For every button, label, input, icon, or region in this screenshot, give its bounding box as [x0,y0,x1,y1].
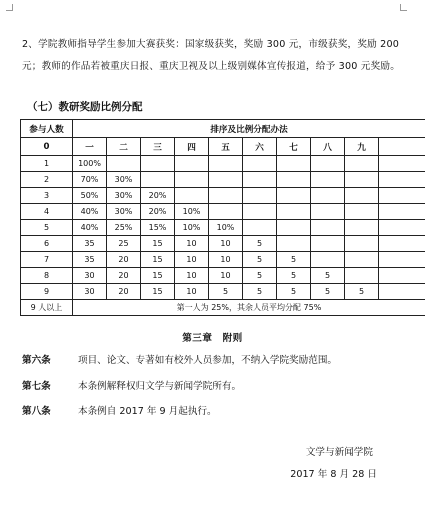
table-row [21,236,425,252]
table-cell [277,220,311,236]
table-row [21,172,425,188]
table-cell: 30 [73,284,107,300]
table-cell: 7 [21,252,73,268]
column-header-cell: 八 [311,138,345,156]
column-header-cell: 一 [73,138,107,156]
table-cell: 30% [107,204,141,220]
column-header-cell: 五 [209,138,243,156]
table-cell [311,172,345,188]
signature-date: 2017 年 8 月 28 日 [290,469,377,480]
table-header-cell: 排序及比例分配办法 [73,120,425,138]
table-cell [379,220,425,236]
table-cell: 1 [21,156,73,172]
table-cell: 10% [175,220,209,236]
article-8 [22,403,217,417]
table-cell: 15 [141,268,175,284]
table-cell [311,156,345,172]
table-cell: 25% [107,220,141,236]
table-cell: 35 [73,236,107,252]
article-text: 本条例自 2017 年 9 月起执行。 [78,406,217,417]
table-cell: 20 [107,252,141,268]
table-cell: 第一人为 25%，其余人员平均分配 75% [73,300,425,316]
table-cell [209,188,243,204]
table-cell: 15 [141,252,175,268]
table-row [21,220,425,236]
table-cell [175,188,209,204]
table-cell [209,204,243,220]
table-cell [141,172,175,188]
table-cell: 5 [243,268,277,284]
table-cell: 40% [73,220,107,236]
table-cell [243,156,277,172]
article-label: 第七条 [22,381,51,392]
table-cell: 5 [243,252,277,268]
table-cell: 3 [21,188,73,204]
page-corner-mark [400,4,407,11]
article-label: 第八条 [22,406,51,417]
table-cell: 30% [107,188,141,204]
table-cell [311,236,345,252]
table-cell [345,236,379,252]
table-cell [243,220,277,236]
table-row [21,268,425,284]
table-header-row [21,120,425,138]
table-cell [243,188,277,204]
table-cell [345,268,379,284]
table-cell: 10% [209,220,243,236]
distribution-table [20,119,425,316]
table-cell [379,236,425,252]
table-cell [243,204,277,220]
table-row-summary [21,300,425,316]
column-header-cell: 七 [277,138,311,156]
column-header-cell [379,138,425,156]
table-cell [175,156,209,172]
table-cell: 40% [73,204,107,220]
table-cell [379,284,425,300]
article-label: 第六条 [22,355,51,366]
table-cell [209,172,243,188]
table-cell: 10 [209,268,243,284]
table-cell [311,220,345,236]
table-cell: 20% [141,188,175,204]
table-cell: 70% [73,172,107,188]
table-cell: 10 [175,268,209,284]
table-cell: 5 [311,268,345,284]
section-title: （七）教研奖励比例分配 [27,101,143,113]
table-cell [379,252,425,268]
signature-org: 文学与新闻学院 [305,447,373,458]
table-cell [379,172,425,188]
table-cell [345,188,379,204]
table-cell: 10% [175,204,209,220]
column-header-cell: 六 [243,138,277,156]
table-cell [379,156,425,172]
table-cell: 8 [21,268,73,284]
table-cell [311,204,345,220]
chapter-title: 第三章 附则 [182,333,243,344]
table-cell: 20 [107,284,141,300]
article-7 [22,378,241,392]
table-cell [345,156,379,172]
table-cell: 10 [209,252,243,268]
column-header-cell: 二 [107,138,141,156]
table-cell [345,252,379,268]
table-cell: 25 [107,236,141,252]
table-cell: 20 [107,268,141,284]
table-cell: 5 [277,252,311,268]
table-row [21,156,425,172]
table-cell [345,220,379,236]
table-cell: 100% [73,156,107,172]
table-cell: 5 [345,284,379,300]
column-header-cell: 三 [141,138,175,156]
table-row [21,252,425,268]
table-cell: 30% [107,172,141,188]
page-corner-mark [6,4,13,11]
table-cell [379,268,425,284]
table-cell [379,188,425,204]
table-row [21,284,425,300]
table-cell: 2 [21,172,73,188]
table-cell [345,204,379,220]
table-row [21,204,425,220]
table-cell: 10 [175,236,209,252]
table-cell [243,172,277,188]
table-cell [141,156,175,172]
table-cell: 20% [141,204,175,220]
table-cell [209,156,243,172]
table-cell: 5 [243,236,277,252]
article-text: 项目、论文、专著如有校外人员参加，不纳入学院奖励范围。 [78,355,338,366]
table-cell [277,172,311,188]
table-cell [345,172,379,188]
article-6 [22,352,337,366]
table-cell: 6 [21,236,73,252]
table-cell [311,252,345,268]
table-cell: 5 [243,284,277,300]
table-cell: 15 [141,284,175,300]
table-cell [107,156,141,172]
column-header-cell: 0 [21,138,73,156]
table-cell: 10 [175,252,209,268]
table-cell: 5 [277,284,311,300]
table-cell: 15 [141,236,175,252]
article-text: 本条例解释权归文学与新闻学院所有。 [78,381,242,392]
table-cell [277,204,311,220]
table-cell: 4 [21,204,73,220]
table-cell: 15% [141,220,175,236]
table-cell: 9 人以上 [21,300,73,316]
table-cell [277,156,311,172]
table-cell: 5 [311,284,345,300]
table-cell [277,236,311,252]
table-cell: 5 [209,284,243,300]
table-cell: 5 [277,268,311,284]
award-paragraph: 2、学院教师指导学生参加大赛获奖：国家级获奖，奖励 300 元，市级获奖，奖励 200 元；教师的作品若被重庆日报、重庆卫视及以上级别媒体宣传报道，给予 300 元奖励。 [22,39,400,72]
table-cell [277,188,311,204]
table-cell [175,172,209,188]
table-row [21,188,425,204]
table-cell [311,188,345,204]
table-cell: 10 [209,236,243,252]
table-cell: 10 [175,284,209,300]
column-header-row [21,138,425,156]
table-cell: 35 [73,252,107,268]
column-header-cell: 四 [175,138,209,156]
table-header-cell: 参与人数 [21,120,73,138]
table-cell: 50% [73,188,107,204]
table-cell: 5 [21,220,73,236]
table-cell: 30 [73,268,107,284]
table-cell [379,204,425,220]
table-cell: 9 [21,284,73,300]
column-header-cell: 九 [345,138,379,156]
